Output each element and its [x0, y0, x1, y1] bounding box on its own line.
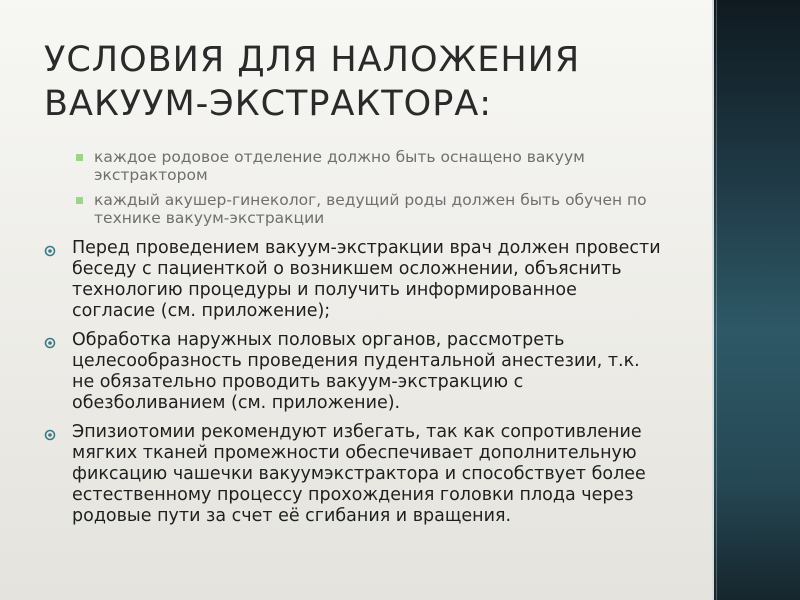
- sub-bullet-text: каждое родовое отделение должно быть оснащено вакуум экстрактором: [94, 148, 585, 184]
- sub-bullet-text: каждый акушер-гинеколог, ведущий роды должен быть обучен по технике вакуум-экстракции: [94, 191, 647, 227]
- main-bullet-text: Эпизиотомии рекомендуют избегать, так как сопротивление мягких тканей промежности обеспечивает дополнительную фиксацию чашечки вакуумэкстрактора и способствует более естественному процессу прохождения головки плода через родовые пути за счет её сгибания и вращения.: [72, 422, 646, 526]
- main-bullet-text: Перед проведением вакуум-экстракции врач должен провести беседу с пациенткой о возникшем осложнении, объяснить технологию процедуры и получить информированное согласие (см. приложение);: [72, 238, 661, 321]
- sub-bullet-item: [76, 191, 666, 227]
- ring-bullet-icon: [44, 429, 56, 441]
- side-decor-band: [712, 0, 800, 600]
- main-bullet-item: [44, 330, 664, 414]
- slide-title-line-2: ВАКУУМ-ЭКСТРАКТОРА:: [44, 84, 493, 124]
- main-bullet-list: [44, 238, 664, 535]
- slide-title: [44, 38, 684, 126]
- ring-bullet-icon: [44, 245, 56, 257]
- sub-bullet-list: [76, 148, 666, 234]
- slide-title-line-1: УСЛОВИЯ ДЛЯ НАЛОЖЕНИЯ: [44, 40, 581, 80]
- main-bullet-item: [44, 422, 664, 527]
- sub-bullet-item: [76, 148, 666, 184]
- square-bullet-icon: [76, 197, 83, 204]
- main-bullet-item: [44, 238, 664, 322]
- ring-bullet-icon: [44, 337, 56, 349]
- square-bullet-icon: [76, 154, 83, 161]
- main-bullet-text: Обработка наружных половых органов, рассмотреть целесообразность проведения пудентальной анестезии, т.к. не обязательно проводить вакуум-экстракцию с обезболиванием (см. приложение).: [72, 330, 640, 413]
